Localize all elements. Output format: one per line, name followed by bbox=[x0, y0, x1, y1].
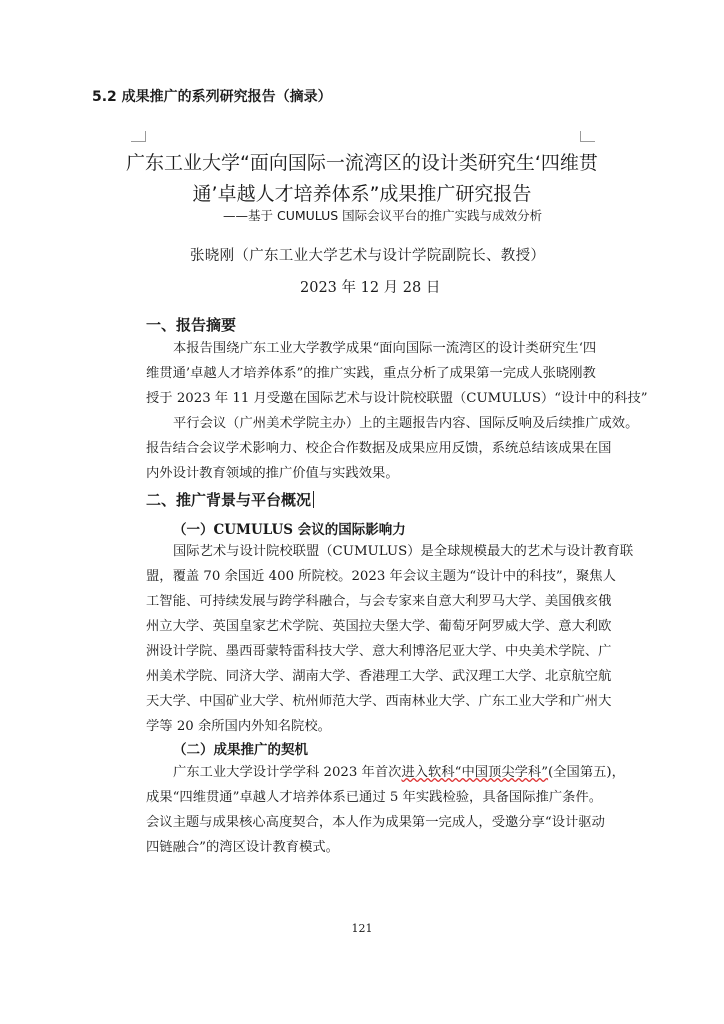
section2-heading-text: 二、推广背景与平台概况 bbox=[146, 491, 312, 509]
paragraph-line: 州美术学院、同济大学、湖南大学、香港理工大学、武汉理工大学、北京航空航 bbox=[146, 669, 612, 684]
report-date: 2023 年 12 月 28 日 bbox=[300, 280, 441, 296]
report-subtitle: ——基于 CUMULUS 国际会议平台的推广实践与成效分析 bbox=[223, 208, 543, 223]
section2-sub1-heading: （一）CUMULUS 会议的国际影响力 bbox=[173, 522, 406, 538]
paragraph-line: 四链融合”的湾区设计教育模式。 bbox=[146, 840, 339, 855]
section2-sub1-paragraph bbox=[146, 539, 633, 739]
paragraph-line: 学等 20 余所国内外知名院校。 bbox=[146, 719, 331, 734]
paragraph-line bbox=[146, 760, 625, 785]
margin-corner-mark-left bbox=[131, 131, 146, 142]
margin-corner-mark-right bbox=[580, 131, 595, 142]
section2-sub2-paragraph bbox=[146, 760, 625, 860]
paragraph-line: 内外设计教育领域的推广价值与实践效果。 bbox=[146, 466, 399, 481]
paragraph-line: 州立大学、英国皇家艺术学院、英国拉夫堡大学、葡萄牙阿罗威大学、意大利欧 bbox=[146, 619, 612, 634]
paragraph-line: 本报告围绕广东工业大学教学成果“面向国际一流湾区的设计类研究生‘四 bbox=[173, 341, 597, 356]
paragraph-line: 成果“四维贯通”卓越人才培养体系已通过 5 年实践检验，具备国际推广条件。 bbox=[146, 790, 603, 805]
line-text: 广东工业大学设计学学科 2023 年首次 bbox=[173, 765, 402, 780]
report-author: 张晓刚（广东工业大学艺术与设计学院副院长、教授） bbox=[190, 248, 546, 264]
paragraph-line: 工智能、可持续发展与跨学科融合，与会专家来自意大利罗马大学、美国俄亥俄 bbox=[146, 594, 612, 609]
report-title-line2: 通’卓越人才培养体系”成果推广研究报告 bbox=[192, 183, 532, 205]
paragraph-line: 报告结合会议学术影响力、校企合作数据及成果应用反馈，系统总结该成果在国 bbox=[146, 441, 612, 456]
paragraph-line: 维贯通’卓越人才培养体系”的推广实践，重点分析了成果第一完成人张晓刚教 bbox=[146, 366, 596, 381]
paragraph-line: 会议主题与成果核心高度契合，本人作为成果第一完成人，受邀分享“设计驱动 bbox=[146, 815, 605, 830]
paragraph-line: 天大学、中国矿业大学、杭州师范大学、西南林业大学、广东工业大学和广州大 bbox=[146, 694, 612, 709]
page-number: 121 bbox=[351, 922, 373, 935]
paragraph-line: 授于 2023 年 11 月受邀在国际艺术与设计院校联盟（CUMULUS）“设计中的科技” bbox=[146, 391, 648, 406]
section1-paragraph bbox=[146, 336, 648, 486]
report-title-line1: 广东工业大学“面向国际一流湾区的设计类研究生‘四维贯 bbox=[126, 152, 598, 174]
paragraph-line: 洲设计学院、墨西哥蒙特雷科技大学、意大利博洛尼亚大学、中央美术学院、广 bbox=[146, 644, 612, 659]
section2-sub2-heading: （二）成果推广的契机 bbox=[173, 742, 308, 758]
paragraph-line: 盟，覆盖 70 余国近 400 所院校。2023 年会议主题为“设计中的科技”，聚焦人 bbox=[146, 569, 616, 584]
line-text: (全国第五)， bbox=[548, 765, 625, 780]
section1-heading: 一、报告摘要 bbox=[146, 316, 237, 334]
paragraph-line: 平行会议（广州美术学院主办）上的主题报告内容、国际反响及后续推广成效。 bbox=[173, 416, 639, 431]
underlined-phrase: 进入软科“中国顶尖学科” bbox=[401, 765, 549, 780]
text-cursor bbox=[313, 491, 314, 508]
section-heading: 5.2 成果推广的系列研究报告（摘录） bbox=[92, 89, 332, 105]
paragraph-line: 国际艺术与设计院校联盟（CUMULUS）是全球规模最大的艺术与设计教育联 bbox=[173, 544, 634, 559]
section2-heading bbox=[146, 489, 314, 510]
